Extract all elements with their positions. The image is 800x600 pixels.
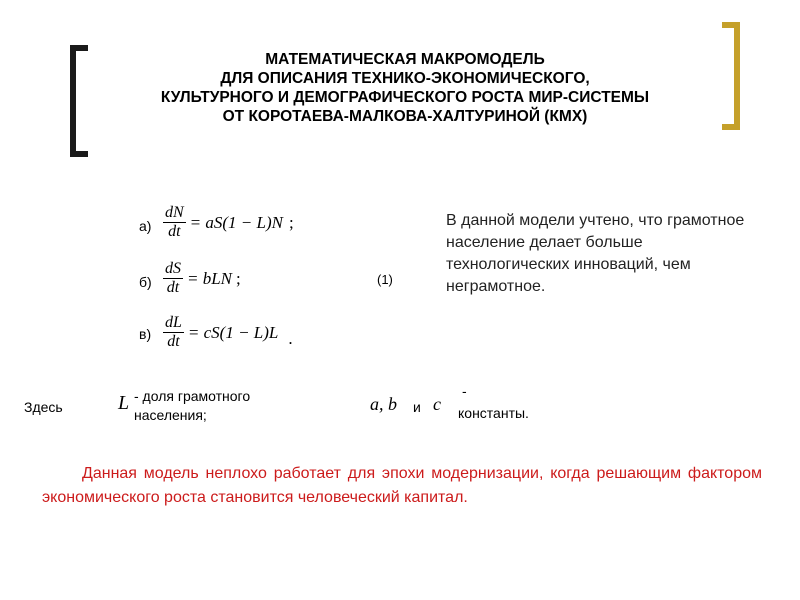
equation-c [163,314,293,351]
equation-a-end: ; [288,212,294,232]
equation-a-fraction [163,204,186,241]
legend-and-word: и [413,399,421,415]
legend-L-desc-2: населения; [134,407,207,423]
equation-a [163,204,294,241]
equation-c-end: . [288,328,293,348]
conclusion-text: Данная модель неплохо работает для эпохи модернизации, когда решающим фактором экономического роста становится человеческий капитал. [42,465,762,506]
equation-b-label: б) [139,274,152,290]
equation-b-numerator: dS [165,260,181,277]
equation-c-denominator: dt [167,333,180,350]
equation-b-rhs: = bLN [187,268,233,288]
equation-b-fraction [163,260,183,297]
legend-c-symbol: c [433,394,441,414]
equation-c-rhs: = cS(1 − L)L [187,322,279,342]
title-line-1: МАТЕМАТИЧЕСКАЯ МАКРОМОДЕЛЬ [265,51,545,68]
equation-a-denominator: dt [168,223,181,240]
equation-b-denominator: dt [166,279,180,296]
legend-constants-symbols: a, b [370,394,397,414]
legend-L-symbol: L [118,392,130,414]
legend-constants-word: константы. [458,405,529,421]
equation-c-fraction [163,314,184,351]
equation-b-end: ; [236,268,241,288]
title-line-3: КУЛЬТУРНОГО И ДЕМОГРАФИЧЕСКОГО РОСТА МИР-СИСТЕМЫ [160,89,650,106]
equation-a-label: а) [139,218,152,234]
legend-here: Здесь [24,399,63,415]
model-note: В данной модели учтено, что грамотное население делает больше технологических инноваций, чем неграмотное. [446,212,745,295]
equation-a-rhs: = aS(1 − L)N [189,212,283,232]
legend-L-desc-1: - доля грамотного [134,388,251,404]
equation-c-label: в) [139,326,152,342]
title-line-4: ОТ КОРОТАЕВА-МАЛКОВА-ХАЛТУРИНОЙ (КМХ) [222,108,588,125]
title-line-2: ДЛЯ ОПИСАНИЯ ТЕХНИКО-ЭКОНОМИЧЕСКОГО, [220,70,590,87]
legend-dash: - [462,383,467,399]
slide-title [80,50,730,126]
equation-b [163,260,241,297]
equation-c-numerator: dL [165,314,182,331]
equation-number: (1) [377,272,393,287]
equation-a-numerator: dN [165,204,184,221]
